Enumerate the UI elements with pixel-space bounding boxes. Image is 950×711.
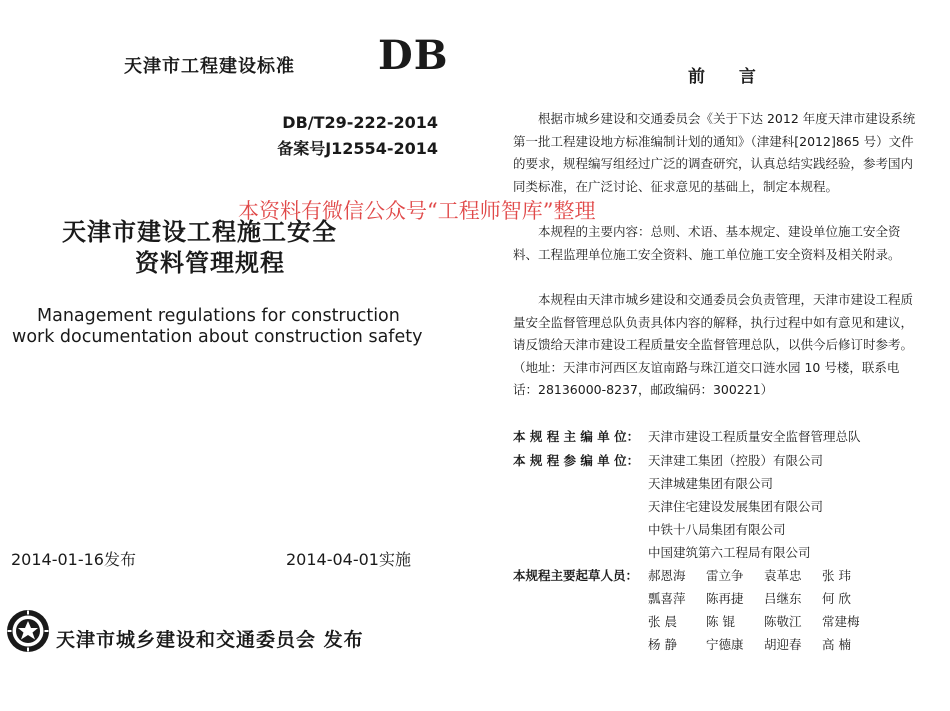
drafter-name: 郝恩海	[648, 568, 686, 583]
drafter-name: 胡迎春	[764, 637, 802, 652]
english-title-line-1: Management regulations for construction	[37, 306, 400, 326]
drafter-name: 常建梅	[822, 614, 860, 629]
drafters-row	[648, 566, 880, 584]
chief-editor-label: 本 规 程 主 编 单 位：	[513, 429, 640, 444]
drafter-name: 宁德康	[706, 637, 744, 652]
watermark-text: 本资料有微信公众号“工程师智库”整理	[238, 199, 596, 223]
drafter-name: 陈 锟	[706, 614, 735, 629]
drafters-label: 本规程主要起草人员：	[513, 568, 639, 583]
issuing-authority: 天津市城乡建设和交通委员会 发布	[56, 629, 364, 651]
drafter-name: 高 楠	[822, 637, 851, 652]
co-editors-label: 本 规 程 参 编 单 位：	[513, 453, 640, 468]
drafter-name: 袁革忠	[764, 568, 802, 583]
english-title-line-2: work documentation about construction safety	[12, 327, 423, 347]
document-title-line-2: 资料管理规程	[135, 249, 285, 277]
co-editor-unit: 天津建工集团（控股）有限公司	[648, 453, 824, 468]
drafters-row	[648, 612, 880, 630]
preface-paragraph: 本规程由天津市城乡建设和交通委员会负责管理，天津市建设工程质量安全监督管理总队负责具体内容的解释，执行过程中如有意见和建议，请反馈给天津市建设工程质量安全监督管理总队，以供今后修订时参考。（地址：天津市河西区友谊南路与珠江道交口涟水园 10 号楼，联系电话：28136000-8237，邮政编码：300221）	[513, 292, 914, 397]
drafter-name: 陈再捷	[706, 591, 744, 606]
preface-title: 前 言	[688, 67, 770, 87]
co-editor-unit: 中铁十八局集团有限公司	[648, 522, 786, 537]
standard-number: DB/T29-222-2014	[282, 113, 438, 132]
drafter-name: 何 欣	[822, 591, 851, 606]
effective-date: 2014-04-01实施	[286, 550, 411, 569]
co-editor-unit: 天津住宅建设发展集团有限公司	[648, 499, 824, 514]
drafter-name: 张 晨	[648, 614, 677, 629]
drafter-name: 吕继东	[764, 591, 802, 606]
preface-paragraph: 本规程的主要内容：总则、术语、基本规定、建设单位施工安全资料、工程监理单位施工安全资料、施工单位施工安全资料及相关附录。	[513, 224, 901, 262]
co-editor-unit: 天津城建集团有限公司	[648, 476, 774, 491]
drafters-row	[648, 635, 880, 653]
drafter-name: 张 玮	[822, 568, 851, 583]
drafter-name: 陈敬江	[764, 614, 802, 629]
issue-date: 2014-01-16发布	[11, 550, 136, 569]
government-emblem-icon	[5, 608, 51, 654]
record-number: 备案号J12554-2014	[277, 139, 438, 158]
drafter-name: 瓢喜萍	[648, 591, 686, 606]
preface-paragraph: 根据市城乡建设和交通委员会《关于下达 2012 年度天津市建设系统第一批工程建设地方标准编制计划的通知》（津建科[2012]865 号）文件的要求，规程编写组经过广泛的调查研究，认真总结实践经验，参考国内同类标准，在广泛讨论、征求意见的基础上，制定本规程。	[513, 111, 916, 194]
document-title-line-1: 天津市建设工程施工安全	[62, 218, 337, 246]
drafter-name: 杨 静	[648, 637, 677, 652]
drafter-name: 雷立争	[706, 568, 744, 583]
drafters-row	[648, 589, 880, 607]
standard-category-header: 天津市工程建设标准	[124, 56, 295, 77]
chief-editor-unit: 天津市建设工程质量安全监督管理总队	[648, 429, 861, 444]
co-editor-unit: 中国建筑第六工程局有限公司	[648, 545, 811, 560]
db-mark: DB	[378, 32, 449, 79]
